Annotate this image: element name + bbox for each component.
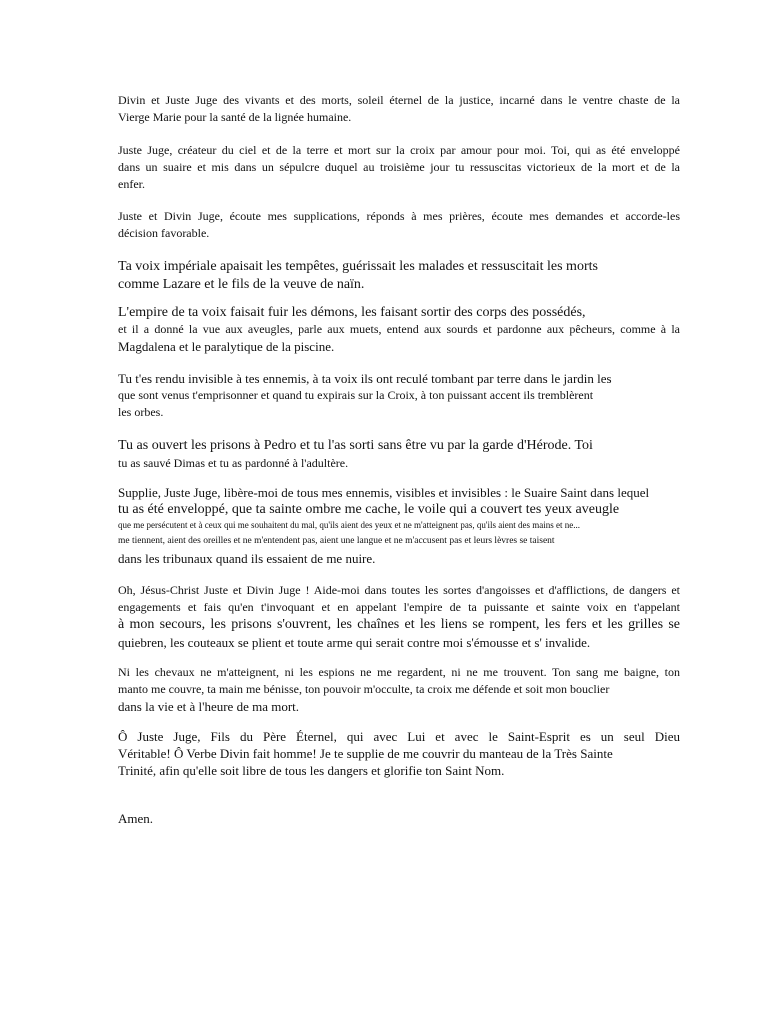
text-line: Magdalena et le paralytique de la piscine. [118, 339, 335, 354]
text-line: Véritable! Ô Verbe Divin fait homme! Je te supplie de me couvrir du manteau de la Très Sainte [118, 746, 613, 761]
text-line: à mon secours, les prisons s'ouvrent, les chaînes et les liens se rompent, les fers et les grilles se [118, 617, 680, 632]
text-line: dans un suaire et mis dans un sépulcre duquel au troisième jour tu ressuscitas victorieux de la mort et de la [118, 160, 680, 174]
paragraph-oh-jesus [118, 582, 680, 651]
text-line: Vierge Marie pour la santé de la lignée humaine. [118, 110, 352, 124]
text-line: L'empire de ta voix faisait fuir les démons, les faisant sortir des corps des possédés, [118, 305, 586, 320]
paragraph-prisons [118, 437, 680, 472]
text-line: quiebren, les couteaux se plient et toute arme qui serait contre moi s'émousse et s' invalide. [118, 635, 591, 650]
paragraph-amen [118, 810, 680, 827]
paragraph-o-juste-juge [118, 728, 680, 779]
paragraph-supplie [118, 484, 680, 567]
text-line: me tiennent, aient des oreilles et ne m'entendent pas, aient une langue et ne m'accusent pas et leurs lèvres se taisent [118, 536, 555, 546]
text-line: tu as sauvé Dimas et tu as pardonné à l'adultère. [118, 456, 349, 470]
text-line: Juste et Divin Juge, écoute mes supplications, réponds à mes prières, écoute mes demandes et accorde-les [118, 209, 680, 223]
text-line: Ni les chevaux ne m'atteignent, ni les espions ne me regardent, ni ne me trouvent. Ton sang me baigne, ton [118, 665, 680, 679]
text-line: Ô Juste Juge, Fils du Père Éternel, qui avec Lui et avec le Saint-Esprit es un seul Dieu [118, 729, 680, 744]
text-line: engagements et fais qu'en t'invoquant et en appelant l'empire de ta puissante et sainte voix en t'appelant [118, 600, 680, 614]
paragraph-chevaux [118, 664, 680, 715]
paragraph-invisible [118, 370, 680, 421]
text-line: que me persécutent et à ceux qui me souhaitent du mal, qu'ils aient des yeux et ne m'atteignent pas, qu'ils aient des mains et ne... [118, 520, 580, 530]
text-line: dans les tribunaux quand ils essaient de me nuire. [118, 551, 376, 566]
text-line: Supplie, Juste Juge, libère-moi de tous mes ennemis, visibles et invisibles : le Suaire Saint dans lequel [118, 485, 650, 500]
text-line: Trinité, afin qu'elle soit libre de tous les dangers et glorifie ton Saint Nom. [118, 763, 505, 778]
text-line: dans la vie et à l'heure de ma mort. [118, 699, 300, 714]
text-line: Divin et Juste Juge des vivants et des morts, soleil éternel de la justice, incarné dans le ventre chaste de la [118, 93, 680, 107]
paragraph-empire-voice [118, 304, 680, 355]
text-line: Ta voix impériale apaisait les tempêtes, guérissait les malades et ressuscitait les morts [118, 259, 598, 274]
text-line: Amen. [118, 811, 154, 826]
text-line: tu as été enveloppé, que ta sainte ombre me cache, le voile qui a couvert tes yeux aveugle [118, 502, 620, 517]
text-line: que sont venus t'emprisonner et quand tu expirais sur la Croix, à ton puissant accent ils tremblèrent [118, 388, 594, 402]
text-line: Oh, Jésus-Christ Juste et Divin Juge ! Aide-moi dans toutes les sortes d'angoisses et d'afflictions, de dangers et [118, 583, 680, 597]
text-line: comme Lazare et le fils de la veuve de naïn. [118, 277, 365, 292]
paragraph-imperial-voice [118, 258, 680, 294]
text-line: Juste Juge, créateur du ciel et de la terre et mort sur la croix par amour pour moi. Toi, qui as été enveloppé [118, 143, 680, 157]
text-line: les orbes. [118, 405, 164, 419]
paragraph-supplications [118, 208, 680, 242]
text-line: Tu as ouvert les prisons à Pedro et tu l'as sorti sans être vu par la garde d'Hérode. Toi [118, 438, 593, 453]
text-line: décision favorable. [118, 226, 210, 240]
text-line: et il a donné la vue aux aveugles, parle aux muets, entend aux sourds et pardonne aux pêcheurs, comme à la [118, 322, 680, 336]
paragraph-creator [118, 142, 680, 193]
text-line: manto me couvre, ta main me bénisse, ton pouvoir m'occulte, ta croix me défende et soit mon bouclier [118, 682, 610, 696]
text-line: enfer. [118, 177, 145, 191]
text-line: Tu t'es rendu invisible à tes ennemis, à ta voix ils ont reculé tombant par terre dans le jardin les [118, 371, 612, 386]
paragraph-invocation [118, 92, 680, 126]
